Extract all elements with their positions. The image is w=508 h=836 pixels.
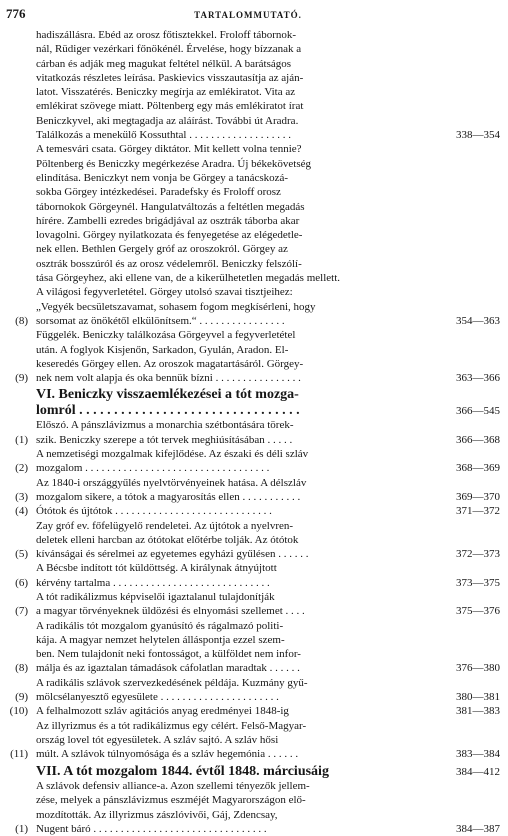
toc-entry (6, 719, 500, 762)
entry-text: Függelék. Beniczky találkozása Görgeyvel a fegyverletétel után. A foglyok Kisjenőn, Sarkadon, Gyulán, Aradon. El- keseredés Görgey ellen. Az oroszok magatartásáról. Görgey- nek nem volt alapja és oka bennük bízni . . . . . . . . . . . . . . . . (36, 329, 304, 385)
page-range: 354—363 (456, 314, 500, 327)
page-header (6, 6, 500, 28)
page-number: 776 (6, 6, 26, 21)
page-range: 373—375 (456, 576, 500, 589)
page-range: 363—366 (456, 372, 500, 385)
entry-text: Ótótok és újtótok . . . . . . . . . . . . . . . . . . . . . . . . . . . . . (36, 505, 272, 518)
toc-entry (6, 447, 500, 476)
toc-entry (6, 590, 500, 619)
toc-section-heading (6, 762, 500, 780)
toc-entry (6, 142, 500, 328)
entry-text: A radikális szlávok szervezkedésének példája. Kuzmány gyű- mölcsélanyesztő egyesülete . . . . . . . . . . . . . . . . . . . . . . (36, 676, 308, 704)
page-range: 366—368 (456, 433, 500, 446)
toc-entry (6, 519, 500, 562)
page-range: 375—376 (456, 605, 500, 618)
toc-entry (6, 476, 500, 505)
entry-text: A tót radikálizmus képviselői igaztalanul tulajdonítják a magyar törvényeknek üldözési és elnyomási szellemet . . . . (36, 590, 305, 618)
page-range: 366—545 (456, 405, 500, 418)
page-range: 383—384 (456, 748, 500, 761)
entry-text: Előszó. A pánszlávizmus a monarchia szétbontására törek- szik. Beniczky szerepe a tót tervek meghiúsításában . . . . . (36, 419, 294, 446)
entry-number: (3) (15, 490, 28, 503)
entry-number: (9) (15, 372, 28, 385)
toc-entry (6, 619, 500, 676)
entry-text: VI. Beniczky visszaemlékezései a tót mozga- lomról . . . . . . . . . . . . . . . . . . . . . . . . . . . . . . . . (36, 387, 300, 418)
entry-text: Az 1840-i országgyűlés nyelvtörvényeinek hatása. A délszláv mozgalom sikere, a tótok a magyarosítás ellen . . . . . . . . . . . (36, 476, 307, 503)
entry-text: A radikális tót mozgalom gyanúsító és rágalmazó politi- kája. A magyar nemzet helytelen álláspontja ezzel szem- ben. Nem tulajdonít neki fontosságot, a külföldet nem infor- málja és az igaztalan támadások cáfolatlan maradtak . . . . . . (36, 619, 301, 675)
table-of-contents (6, 28, 500, 836)
entry-number: (1) (15, 822, 28, 835)
toc-entry (6, 704, 500, 718)
entry-number: (8) (15, 662, 28, 675)
page-range: 371—372 (456, 505, 500, 518)
entry-text: A felhalmozott szláv agitációs anyag eredményei 1848-ig (36, 705, 289, 718)
page-range: 369—370 (456, 490, 500, 503)
entry-number: (7) (15, 605, 28, 618)
toc-section-heading (6, 385, 500, 418)
entry-number: (9) (15, 691, 28, 704)
page-range: 372—373 (456, 548, 500, 561)
toc-entry (6, 676, 500, 705)
entry-text: Zay gróf ev. főfelügyelő rendeletei. Az újtótok a nyelvren- deletek elleni harcban az ótótokat előtérbe tolják. Az ótótok kívánságai és sérelmei az egyetemes egyházi gyűlésen . . . . . . (36, 519, 309, 561)
entry-number: (6) (15, 576, 28, 589)
entry-number: (4) (15, 505, 28, 518)
entry-number: (10) (9, 705, 28, 718)
page-range: 384—412 (456, 765, 500, 778)
entry-number: (11) (10, 748, 28, 761)
entry-number: (5) (15, 548, 28, 561)
entry-text: A temesvári csata. Görgey diktátor. Mit kellett volna tennie? Pöltenberg és Beniczky megérkezése Aradra. Új békekövetség elindítása. Beniczkyt nem vonja be Görgey a tanácskozá- sokba Görgey intézkedései. Paradefsky és Froloff orosz tábornokok Görgeynél. Hangulatváltozás a feltétlen megadás hírére. Zambelli ezredes brigádjával az osztrák táborba akar lovagolni. Görgey nyilatkozata és fenyegetése az elégedetle- nek ellen. Bethlen Gergely gróf az oroszokról. Görgey az osztrák bosszúról és az orosz védelemről. Beniczky felszólí- tása Görgeyhez, aki ellene van, de a kikerülhetetlen megadás mellett. A világosi fegyverletétel. Görgey utolsó szavai tisztjeihez: „Vegyék becsületszavamat, sohasem fogom megkísérleni, hogy sorsomat az önökétől elkülönítsem.“ . . . . . . . . . . . . . . . . (36, 143, 341, 327)
entry-number: (2) (15, 462, 28, 475)
toc-entry (6, 561, 500, 590)
page-range: 338—354 (456, 129, 500, 142)
running-title: TARTALOMMUTATÓ. (194, 10, 302, 20)
toc-entry (6, 28, 500, 142)
page-range: 384—387 (456, 822, 500, 835)
toc-entry (6, 418, 500, 447)
page-range: 376—380 (456, 662, 500, 675)
entry-number: (8) (15, 314, 28, 327)
toc-entry (6, 504, 500, 518)
entry-text: hadiszállásra. Ebéd az orosz főtisztekkel. Froloff tábornok- nál, Rüdiger vezérkari főnökénél. Érvelése, hogy bízzanak a cárban és adják meg magukat feltétel nélkül. A barátságos vitatkozás részletes leírása. Paskievics visszautasítja az aján- latot. Visszatérés. Beniczky megírja az emlékiratot. Vita az emlékirat szövege miatt. Pöltenberg egy más emlékiratot írat Beniczkyvel, aki megtagadja az aláírást. További út Aradra. Találkozás a menekülő Kossuthtal . . . . . . . . . . . . . . . . . . . (36, 29, 304, 142)
entry-text: A szlávok defensiv alliance-a. Azon szellemi tényezők jellem- zése, melyek a pánszlávizmus eszméjét Magyarországon elő- mozdították. Az illyrizmus zászlóvivői, Gáj, Zdencsay, Nugent báró . . . . . . . . . . . . . . . . . . . . . . . . . . . . . . . . (36, 780, 310, 835)
entry-text: Az illyrizmus és a tót radikálizmus egy célért. Felső-Magyar- ország lovel tót egyesületek. A szláv sajtó. A szláv hősi múlt. A szlávok túlnyomósága és a szláv hegemónia . . . . . . (36, 719, 307, 761)
page-range: 381—383 (456, 705, 500, 718)
page-range: 368—369 (456, 462, 500, 475)
entry-text: A Bécsbe indított tót küldöttség. A királynak átnyújtott kérvény tartalma . . . . . . . . . . . . . . . . . . . . . . . . . . . . . (36, 562, 277, 589)
toc-entry (6, 779, 500, 836)
toc-entry (6, 328, 500, 385)
entry-text: VII. A tót mozgalom 1844. évtől 1848. márciusáig (36, 763, 329, 779)
page-range: 380—381 (456, 691, 500, 704)
entry-text: A nemzetiségi mozgalmak kifejlődése. Az északi és déli szláv mozgalom . . . . . . . . . . . . . . . . . . . . . . . . . . . . . . . . . . (36, 448, 309, 475)
entry-number: (1) (15, 433, 28, 446)
